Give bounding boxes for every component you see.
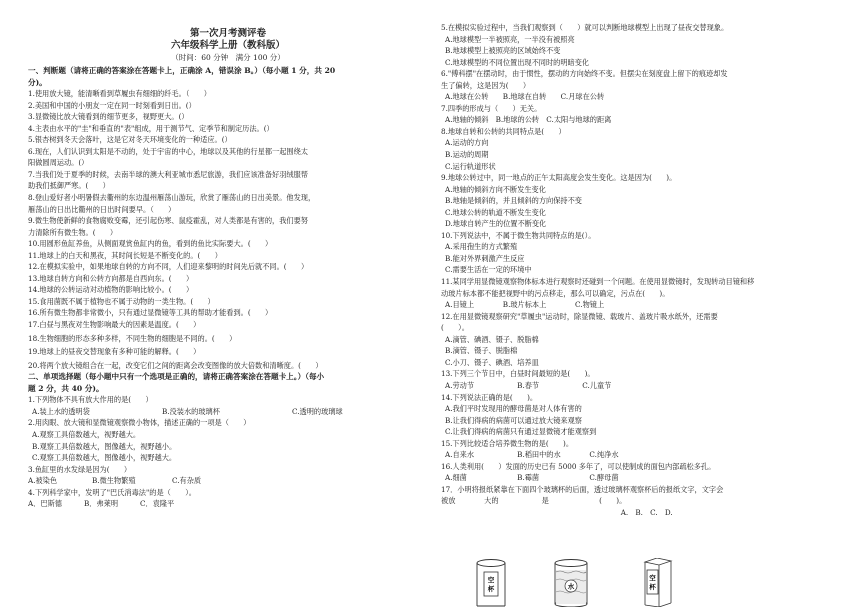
cup-c [645,558,671,607]
question: 1.下列物体不具有放大作用的是( ） [28,395,153,405]
exam-subtitle: 六年级科学上册（教科版） [170,40,285,51]
question: 7.当我们处于夏季的时候，去南半球的澳大利亚城市悉尼旅游，我们应该准备好羽绒服帮 [28,169,308,179]
question-text: 被放 大的 是 ( )。 [441,496,627,506]
question: 13.下列三个节日中，白昼时间最短的是( )。 [441,369,595,379]
question: 3.显微镜比放大镜看到的细节更多，视野更大。(） [28,112,189,122]
question: 16.人类利用( ）发面的历史已有 5000 多年了，可以使制成的面包内部疏松多孔。 [441,461,716,471]
option: C．袁隆平 [140,499,175,509]
question: 8.登山爱好者小明暑假去衢州的东边温州雁荡山游玩，欣赏了雁荡山的日出美景。他发现， [28,193,316,203]
question: 力清除所有微生物。( ） [28,227,118,237]
cup-label: 杯 [487,585,495,593]
question: 12.在用显微镜观察研究"草履虫"运动时，除显微镜、载玻片、盖玻片吸水纸外，还需要 [441,311,718,321]
question: 9.地球公转过中，同一地点的正午太阳高度会发生变化。这是因为( )。 [441,173,677,183]
question: 2.美国和中国的小朋友一定在同一时刻看到日出。(） [28,100,196,110]
question-text: 生了偏转，这是因为( ） [441,80,531,90]
question: 4.下列科学家中，发明了"巴氏消毒法"的是（ ）。 [28,487,196,497]
question: 8.地球自转和公转的共同特点是( ） [441,126,566,136]
question-text: A.运动的方向 [445,138,489,148]
option: B.没装水的玻璃杯 [162,406,220,416]
question-text: C.需要生活在一定的环境中 [445,265,532,275]
question: 14.下列说法正确的是( )。 [441,392,538,402]
question-text: A.自来水 B.稻田中的水 C.纯净水 [445,450,619,460]
option: B.微生物繁殖 [92,476,136,486]
question: 2.用肉眼、放大镜和显微镜观察微小物体，描述正确的一项是（ ） [28,418,251,428]
question-text: A.滴管、碘酒、镊子、脱脂棉 [445,334,539,344]
options-row [28,475,428,487]
option: A．巴斯德 [28,499,62,509]
question: 4.主表由水平的"圭"和垂直的"表"组成，用于测节气、定季节和制定历法。(） [28,123,274,133]
question-text: B.让我们得病的病菌可以通过放大镜来观察 [445,415,582,425]
question-text: A.细菌 B.霉菌 C.酵母菌 [445,473,619,483]
question: 5.银杏树到冬天会落叶，这是它对冬天环境变化的一种适应。(） [28,135,232,145]
cup-label: 杯 [649,583,656,591]
question: 阳做圆周运动。(） [28,158,89,168]
cup-b [555,560,587,607]
question-text: A.地轴的倾斜方向不断发生变化 [445,184,546,194]
question: 1.使用放大镜，能清晰看到草履虫有细细的纤毛。（ ） [28,89,211,99]
section-heading: 一、判断题（请将正确的答案涂在答题卡上，正确涂 A，错误涂 B。）（每小题 1 分，共 20 [28,66,336,75]
question: 14.地球的公转运动对动植物的影响比较小。( ） [28,285,194,295]
question-text: A.目镜上 B.玻片标本上 C.物镜上 [445,300,605,310]
question-text: 动玻片标本都不能把视野中的污点移走，那么可以确定，污点在( )。 [441,288,670,298]
option: B．弗莱明 [84,499,119,509]
question-text: A.地轴的倾斜 B.地球的公转 C.太阳与地球的距离 [445,115,612,125]
question-text: A.采用孢生的方式繁殖 [445,242,518,252]
question: 20.将两个放大镜组合在一起，改变它们之间的距离会改变图像的放大倍数和清晰度。( ） [28,360,323,370]
exam-title: 第一次月考测评卷 [189,28,266,39]
question-text: C.小刀、镊子、碘酒、培养皿 [445,357,539,367]
question: 12.在模拟实验中，如果地球自转的方向不同，人们迎来黎明的时间先后就不同。( ） [28,262,309,272]
question-text: B.地轴是倾斜的，并且倾斜的方向保持不变 [445,196,582,206]
right-column [441,22,841,519]
question-text: ( ）。 [441,323,469,333]
question: 7.四季的形成与（ ）无关。 [441,103,542,113]
question-text: B.滴管、镊子、脱脂棉 [445,346,518,356]
question: 16.所有微生物都非常微小，只有通过显微镜等工具的帮助才能看到。( ） [28,308,273,318]
cup-label: 空 [487,576,495,584]
question-text: D.地球自转产生的位置不断变化 [445,219,547,229]
option: C.透明的玻璃球 [292,406,343,416]
section-heading: 二、单项选择题（每小题中只有一个选项是正确的，请将正确答案涂在答题卡上。）（每小 [28,372,325,382]
question-text: A.我们平时发现用的酵母菌是对人体有害的 [445,404,582,414]
question-text: B.地球模型上被照亮的区域始终不变 [445,46,561,56]
cup-a [477,560,505,607]
question: 18.生物细胞的形态多种多样，不同生物的细胞是不同的。( ） [28,333,237,343]
question: 10.下列说法中，不属于微生物共同特点的是(）。 [441,230,596,240]
question: 助我们抵御严寒。( ） [28,181,110,191]
question-text: B.运动的周期 [445,150,489,160]
question: 15.下列比较适合培养微生物的是( )。 [441,438,574,448]
question-text: A. B. C. D. [441,507,673,517]
question-text: B.能对外界刺激产生反应 [445,253,525,263]
question-text: A.地球在公转 B.地球在自转 C.月球在公转 [445,92,605,102]
question: 17．小明将报纸紧靠在下面四个玻璃杯的后面，透过玻璃杯观察杯后的报纸文字，文字会 [441,484,724,494]
question: 19.地球上的昼夜交替现象有多种可能的解释。( ） [28,347,201,357]
question-text: A.劳动节 B.春节 C.儿童节 [445,380,612,390]
question: 5.在模拟实验过程中，当我们观察到（ ）就可以判断地球模型上出现了昼夜交替现象。 [441,23,729,32]
cup-label: 水 [567,582,575,591]
option: C.有杂质 [172,476,202,486]
question-text: C.地球公转的轨道不断发生变化 [445,207,546,217]
section-heading: 题 2 分，共 40 分)。 [28,383,104,393]
option: A.观察工具倍数越大，视野越大。 [32,429,141,439]
left-column [28,22,428,510]
option: C.观察工具倍数越大，图像越小，视野越大。 [32,453,177,463]
question: 11.地球上的白天和黑夜，其时间长短是不断变化的。( ） [28,250,222,260]
question-text: C.让我们得病的病菌只有通过显微镜才能观察到 [445,427,597,437]
question: 雁荡山的日出比衢州的日出时间要早。（ ） [28,204,176,214]
cup-label: 空 [649,574,656,582]
option: A.装上水的透明袋 [32,406,90,416]
glass-cups-figure [475,558,715,607]
question: 10.用圆形鱼缸养鱼，从侧面观赏鱼缸内的鱼，看到的鱼比实际要大。( ） [28,239,273,249]
question: 9.微生物使新鲜的食物腐败变霉，还引起伤寒、鼠疫霍乱，对人类都是有害的，我们要努 [28,216,308,226]
options-row [28,498,428,510]
question-text: C.运行轨道形状 [445,161,496,171]
question-text: C.地球模型的不同位置出现不同时的明暗变化 [445,57,590,67]
exam-meta: （时间：60 分钟 满分 100 分） [171,53,285,62]
question: 17.白昼与黑夜对生物影响最大的因素是温度。( ） [28,320,201,330]
section-heading: 分)。 [28,77,47,87]
question-text: A.地球模型一半被照亮，一半没有被照亮 [445,34,575,44]
question: 15.食用菌既不属于植物也不属于动物的一类生物。( ） [28,296,215,306]
question: 3.鱼缸里的水发绿是因为( ） [28,464,132,474]
question: 6."傅科摆"在摆动时，由于惯性，摆动的方向始终不变。但摆尖在刻度盘上留下的痕迹却发 [441,69,728,79]
question: 13.地球自转方向和公转方向都是自西向东。( ） [28,273,194,283]
question: 6.现在，人们认识到太阳是不动的，处于宇宙的中心，地球以及其他的行星都一起围绕太 [28,146,308,156]
question: 11.某同学用显微镜观察物体标本进行观察时还碰到一个问题。在使用显微镜时，发现转动目镜和移 [441,277,755,287]
options-row [28,406,428,418]
option: B.观察工具倍数越大，图像越大，视野越小。 [32,441,177,451]
option: A.被染色 [28,476,58,486]
